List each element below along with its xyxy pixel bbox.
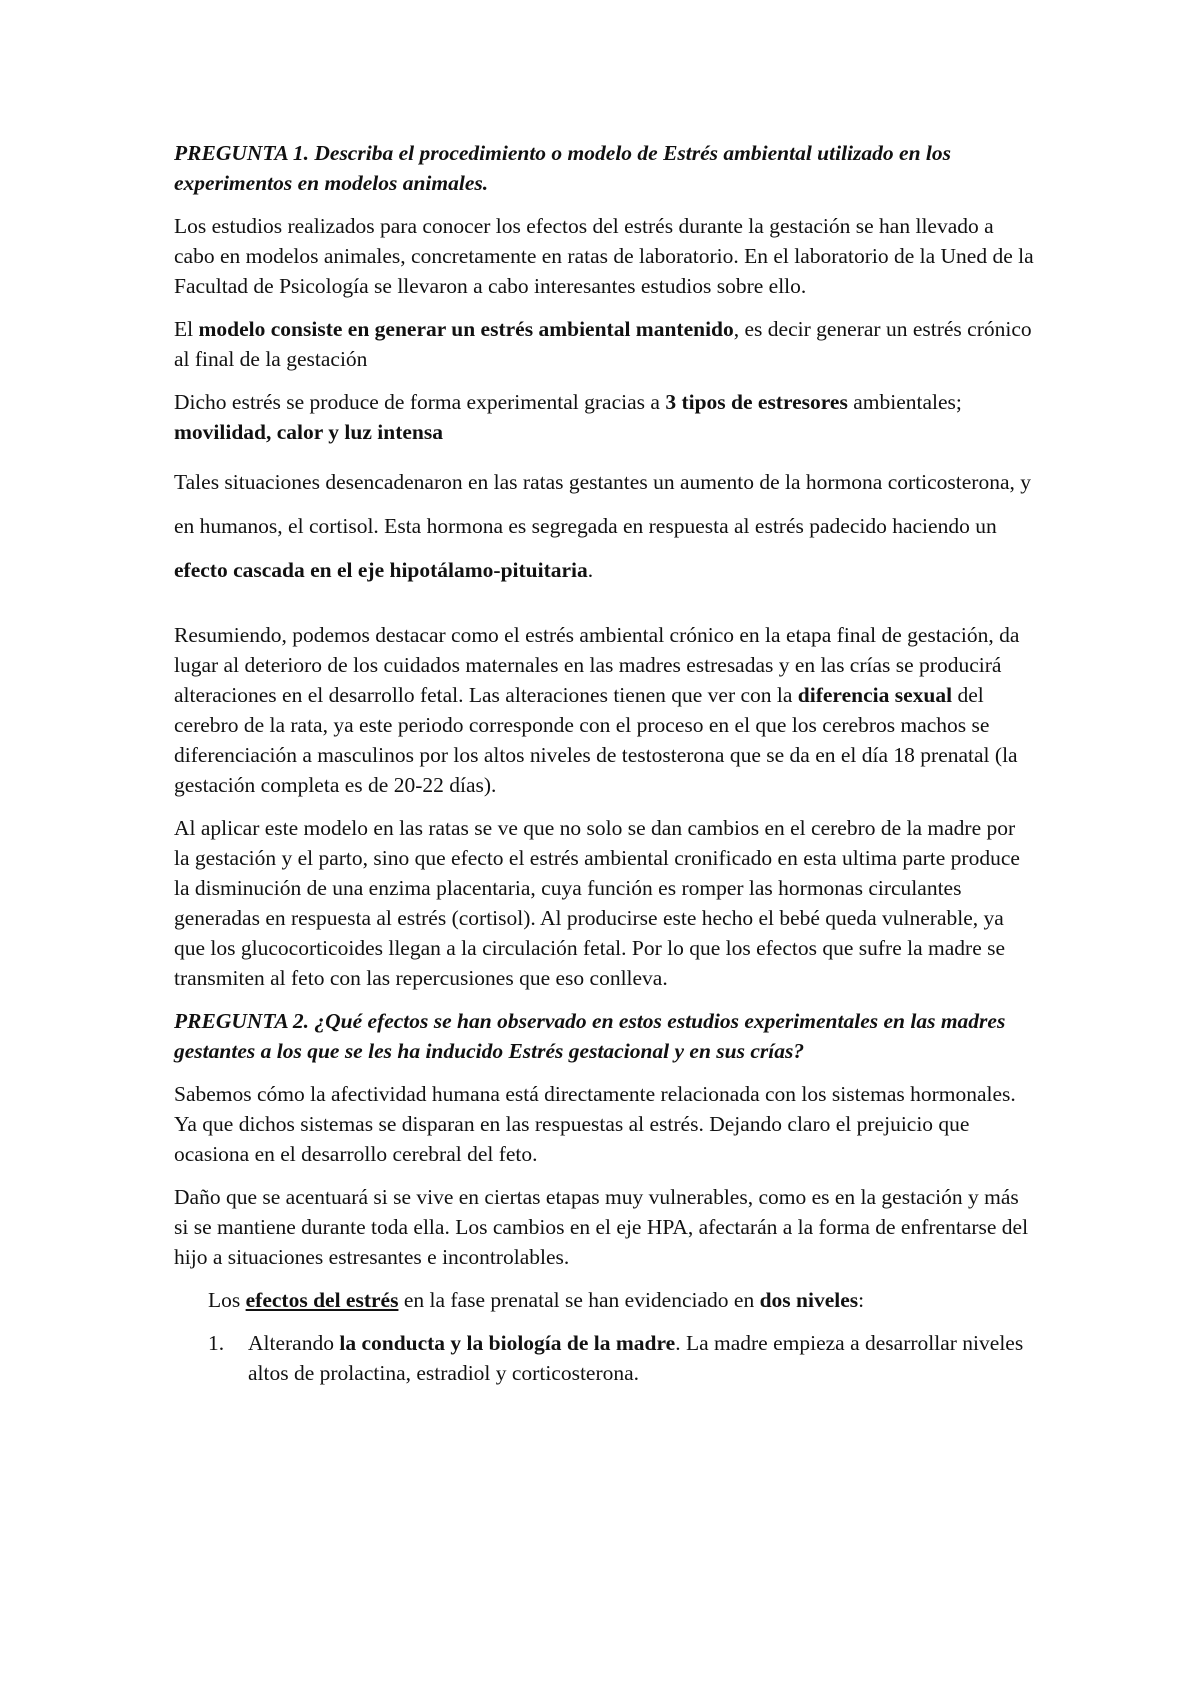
- levels-list: [174, 1328, 1036, 1388]
- stressor-types-emphasis: 3 tipos de estresores: [665, 390, 848, 414]
- paragraph-placenta: Al aplicar este modelo en las ratas se ve que no solo se dan cambios en el cerebro de la madre por la gestación y el parto, sino que efecto el estrés ambiental cronificado en esta ultima parte produce la disminución de una enzima placentaria, cuya función es romper las hormonas circulantes generadas en respuesta al estrés (cortisol). Al producirse este hecho el bebé queda vulnerable, ya que los glucocorticoides llegan a la circulación fetal. Por lo que los efectos que sufre la madre se transmiten al feto con las repercusiones que eso conlleva.: [174, 816, 1020, 990]
- stressor-list-emphasis: movilidad, calor y luz intensa: [174, 420, 443, 444]
- model-emphasis: modelo consiste en generar un estrés ambiental mantenido: [198, 317, 734, 341]
- question-1-heading: PREGUNTA 1. Describa el procedimiento o modelo de Estrés ambiental utilizado en los experimentos en modelos animales.: [174, 141, 951, 195]
- paragraph-summary: Resumiendo, podemos destacar como el estrés ambiental crónico en la etapa final de gestación, da lugar al deterioro de los cuidados maternales en las madres estresadas y en las crías se producirá alteraciones en el desarrollo fetal. Las alteraciones tienen que ver con la diferencia sexual del cerebro de la rata, ya este periodo corresponde con el proceso en el que los cerebros machos se diferenciación a masculinos por los altos niveles de testosterona que se da en el día 18 prenatal (la gestación completa es de 20-22 días).: [174, 623, 1020, 797]
- mother-emphasis: la conducta y la biología de la madre: [339, 1331, 676, 1355]
- two-levels-emphasis: dos niveles: [759, 1288, 859, 1312]
- paragraph-affectivity: Sabemos cómo la afectividad humana está directamente relacionada con los sistemas hormonales. Ya que dichos sistemas se disparan en las respuestas al estrés. Dejando claro el prejuicio que ocasiona en el desarrollo cerebral del feto.: [174, 1082, 1016, 1166]
- paragraph-stressors: Dicho estrés se produce de forma experimental gracias a 3 tipos de estresores ambientales; movilidad, calor y luz intensa: [174, 390, 962, 444]
- list-item: 1. Alterando la conducta y la biología de la madre. La madre empieza a desarrollar niveles altos de prolactina, estradiol y corticosterona.: [208, 1328, 1036, 1388]
- cascade-emphasis: efecto cascada en el eje hipotálamo-pituitaria: [174, 558, 588, 582]
- list-item-number: 1.: [208, 1331, 225, 1355]
- paragraph-levels: Los efectos del estrés en la fase prenatal se han evidenciado en dos niveles:: [208, 1288, 865, 1312]
- paragraph-intro: Los estudios realizados para conocer los efectos del estrés durante la gestación se han llevado a cabo en modelos animales, concretamente en ratas de laboratorio. En el laboratorio de la Uned de la Facultad de Psicología se llevaron a cabo interesantes estudios sobre ello.: [174, 214, 1034, 298]
- paragraph-damage: Daño que se acentuará si se vive en ciertas etapas muy vulnerables, como es en la gestación y más si se mantiene durante toda ella. Los cambios en el eje HPA, afectarán a la forma de enfrentarse del hijo a situaciones estresantes e incontrolables.: [174, 1185, 1029, 1269]
- stress-effects-emphasis: efectos del estrés: [245, 1288, 399, 1312]
- question-2-heading: PREGUNTA 2. ¿Qué efectos se han observado en estos estudios experimentales en las madres gestantes a los que se les ha inducido Estrés gestacional y en sus crías?: [174, 1009, 1006, 1063]
- document-page: [174, 138, 1036, 1388]
- sexual-difference-emphasis: diferencia sexual: [797, 683, 953, 707]
- paragraph-model: El modelo consiste en generar un estrés ambiental mantenido, es decir generar un estrés crónico al final de la gestación: [174, 317, 1032, 371]
- paragraph-hormone: Tales situaciones desencadenaron en las ratas gestantes un aumento de la hormona corticosterona, y en humanos, el cortisol. Esta hormona es segregada en respuesta al estrés padecido haciendo un efecto cascada en el eje hipotálamo-pituitaria.: [174, 470, 1031, 582]
- spacer: [174, 600, 1036, 620]
